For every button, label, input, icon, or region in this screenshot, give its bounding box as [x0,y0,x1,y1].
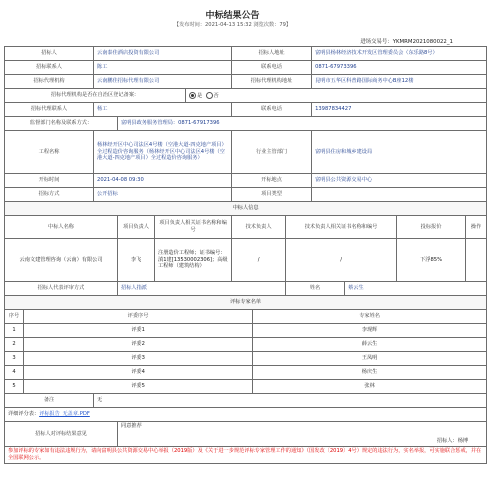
winner-cert: 注册造价工程师；证书编号：滇1建[13530002306]；高级工程师（建筑结构） [155,239,232,282]
label-opinion: 招标人对评标结果意见 [5,422,118,447]
label-remark: 备注 [5,394,94,408]
radio-no-label: 否 [213,92,219,99]
row-winner [5,239,487,282]
col-proj-manager: 项目负责人 [118,216,155,239]
expert-no: 评委1 [24,324,253,338]
expert-no: 评委2 [24,338,253,352]
winner-manager: 李飞 [118,239,155,282]
col-cert: 项目负责人相关证书名称和编号 [155,216,232,239]
value-supervisor: 富明县政务服务管理局：0871-67917396 [118,117,487,131]
row-winner-columns [5,216,487,239]
col-expert-name: 专家姓名 [253,310,487,324]
value-contact: 陈工 [94,61,232,75]
winner-name: 云南文建管理咨询（云南）有限公司 [5,239,118,282]
row-agency-contact [5,103,487,117]
label-industry-dept: 行业主管部门 [232,131,312,174]
section-experts: 评标专家名单 [5,296,487,310]
row-method [5,188,487,202]
table-row [5,338,487,352]
label-agency-phone: 联系电话 [232,103,312,117]
row-supervisor [5,117,487,131]
row-opinion [5,422,487,447]
project-code: 进场交易号：YKMRM2021080022_1 [360,39,453,45]
row-expert-columns [5,310,487,324]
signer-name: 杨博 [457,438,469,445]
review-report-link[interactable]: 评标报告_无盖章.PDF [39,411,90,418]
value-open-place: 富明县公共资源交易中心 [312,174,487,188]
col-tech-lead: 技术负责人 [232,216,286,239]
announcement-table [4,46,487,464]
value-tenderer-address: 富明县杨林经济技术开发区管理委员会（东乐路8号） [312,47,487,61]
winner-tech-lead: / [232,239,286,282]
label-agency: 招标代理机构 [5,75,94,89]
radio-no [206,92,213,99]
row-notice [5,447,487,464]
label-rep-method: 招标人代表评审方式 [5,282,118,296]
col-expert-no: 评委序号 [24,310,253,324]
label-project-type: 项目类型 [232,188,312,202]
value-agency: 云南鹏佳招标代理有限公司 [94,75,232,89]
col-cand-name: 中标人名称 [5,216,118,239]
value-rep-method: 招标人指派 [118,282,286,296]
row-contact [5,61,487,75]
expert-name: 王凤明 [253,352,487,366]
label-contact: 招标联系人 [5,61,94,75]
value-remark: 无 [94,394,487,408]
table-row [5,352,487,366]
winner-action[interactable] [466,239,487,282]
label-tenderer-address: 招标人地址 [232,47,312,61]
row-report [5,408,487,422]
value-opinion: 同意推荐 [121,423,142,429]
row-experts-header [5,296,487,310]
col-action: 操作 [466,216,487,239]
label-agency-address: 招标代理机构地址 [232,75,312,89]
value-agency-contact: 杨工 [94,103,232,117]
col-bid-price: 投标报价 [397,216,466,239]
row-agency [5,75,487,89]
table-row [5,324,487,338]
expert-name: 张林 [253,380,487,394]
value-open-time: 2021-04-08 09:30 [94,174,232,188]
signer-label: 招标人： [436,438,458,445]
row-winner-header [5,202,487,216]
row-tenderer [5,47,487,61]
expert-no: 评委4 [24,366,253,380]
value-tenderer: 云南泰佳酒店投资有限公司 [94,47,232,61]
radio-yes-label: 是 [197,92,203,99]
label-open-place: 开标地点 [232,174,312,188]
col-tech-cert: 技术负责人相关证书名称和编号 [286,216,397,239]
value-bid-method: 公开招标 [94,188,232,202]
notice-text: 参加评标的专家如有违法违规行为，请向富明县公共资源交易中心举报（2019版）及《关于进一步规范评标专家管理工作的通知》（国发改〔2019〕4号）规定的违法行为，实名举报，可实施联合惩戒，并在全国联网公示。 [5,447,487,464]
report-prefix: 详细评分表： [8,411,40,418]
value-rep-name: 蔡云生 [345,282,487,296]
publish-meta: 【发布时间：2021-04-13 15:32 浏览次数：79】 [173,22,292,28]
expert-name: 杨庆生 [253,366,487,380]
expert-name: 薛云生 [253,338,487,352]
winner-price: 下浮85% [397,239,466,282]
row-project [5,131,487,174]
value-project-type [312,188,487,202]
table-row [5,366,487,380]
value-project-name: 杨林经开区中心司法区4号楼（空港大道-四克地产项目）全过程造价咨询服务（杨林经开区中心司法区4号楼（空港大道-四克地产项目）全过程造价咨询服务） [94,131,232,174]
value-agency-phone: 13987834427 [312,103,487,117]
section-winner-info: 中标人信息 [5,202,487,216]
expert-seq: 4 [5,366,24,380]
value-phone: 0871-67973396 [312,61,487,75]
expert-seq: 2 [5,338,24,352]
label-phone: 联系电话 [232,61,312,75]
row-open [5,174,487,188]
row-remark [5,394,487,408]
label-bid-method: 招标方式 [5,188,94,202]
expert-seq: 3 [5,352,24,366]
expert-name: 李现辉 [253,324,487,338]
label-agency-qualified: 招标代理机构是否在自治区登记备案： [5,89,186,103]
table-row [5,380,487,394]
winner-tech-cert: / [286,239,397,282]
label-supervisor: 监督部门名称及联系方式： [5,117,118,131]
col-seq: 序号 [5,310,24,324]
value-industry-dept: 富明县住房和城乡建设局 [312,131,487,174]
expert-no: 评委3 [24,352,253,366]
page-title: 中标结果公告 [205,11,260,21]
value-agency-address: 昆明市五华区科普路国际商务中心B座12楼 [312,75,487,89]
label-rep-name: 姓名 [286,282,345,296]
expert-seq: 1 [5,324,24,338]
label-open-time: 开标时间 [5,174,94,188]
label-project-name: 工程名称 [5,131,94,174]
row-rep [5,282,487,296]
expert-seq: 5 [5,380,24,394]
radio-yes [189,92,196,99]
label-agency-contact: 招标代理联系人 [5,103,94,117]
expert-no: 评委5 [24,380,253,394]
row-agency-qualified [5,89,487,103]
label-tenderer: 招标人 [5,47,94,61]
